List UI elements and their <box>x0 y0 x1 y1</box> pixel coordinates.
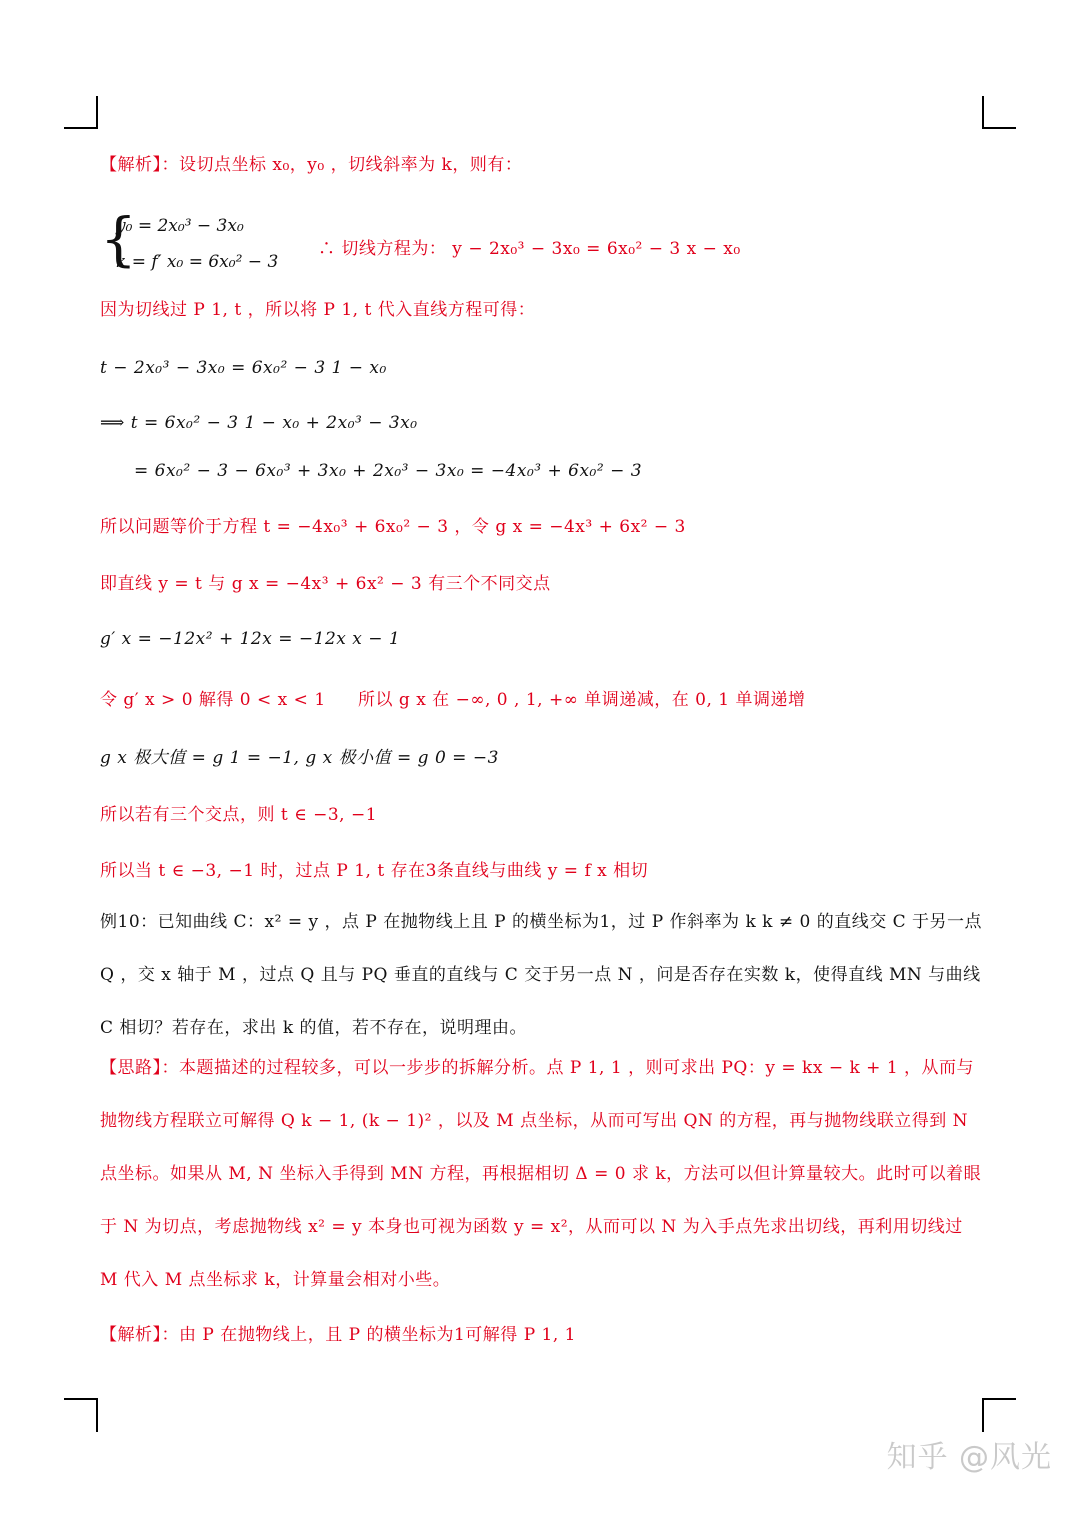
t-simplified: = 6x₀² − 3 − 6x₀³ + 3x₀ + 2x₀³ − 3x₀ = −4x₀³ + 6x₀² − 3 <box>134 461 643 481</box>
tangent-through-point: 因为切线过 P 1, t ，所以将 P 1, t 代入直线方程可得： <box>100 300 536 320</box>
derivative-sign: 令 g′ x > 0 解得 0 < x < 1 <box>100 690 326 710</box>
crop-mark-top-left-h <box>64 127 98 129</box>
crop-mark-top-left-v <box>96 96 98 129</box>
crop-mark-bottom-left-h <box>64 1398 98 1400</box>
system-eq-2: k = f′ x₀ = 6x₀² − 3 <box>116 252 279 272</box>
system-eq-1: y₀ = 2x₀³ − 3x₀ <box>116 216 244 236</box>
equivalent-problem: 所以问题等价于方程 t = −4x₀³ + 6x₀² − 3 ，令 g x = −4x³ + 6x² − 3 <box>100 517 686 537</box>
crop-mark-bottom-right-v <box>982 1398 984 1432</box>
t-expression: ⟹ t = 6x₀² − 3 1 − x₀ + 2x₀³ − 3x₀ <box>100 413 418 433</box>
example-10: 例10：已知曲线 C：x² = y ，点 P 在抛物线上且 P 的横坐标为1，过 P 作斜率为 k k ≠ 0 的直线交 C 于另一点 Q ，交 x 轴于 M ，过点 Q 且与 PQ 垂直的直线与 C 交于另一点 N ，问是否存在实数 k，使得直线 MN 与曲线 C 相切？若存在，求出 k 的值，若不存在，说明理由。 <box>100 912 983 1038</box>
crop-mark-top-right-v <box>982 96 984 129</box>
crop-mark-bottom-right-h <box>982 1398 1016 1400</box>
three-intersections: 即直线 y = t 与 g x = −4x³ + 6x² − 3 有三个不同交点 <box>100 574 551 594</box>
extreme-values: g x 极大值 = g 1 = −1, g x 极小值 = g 0 = −3 <box>100 748 499 768</box>
tangent-equation: ∴ 切线方程为： y − 2x₀³ − 3x₀ = 6x₀² − 3 x − x₀ <box>318 239 741 259</box>
analysis-final: 【解析】：由 P 在抛物线上，且 P 的横坐标为1可解得 P 1, 1 <box>100 1325 576 1345</box>
substitution-equation: t − 2x₀³ − 3x₀ = 6x₀² − 3 1 − x₀ <box>100 358 387 378</box>
conclusion: 所以当 t ∈ −3, −1 时，过点 P 1, t 存在3条直线与曲线 y = f x 相切 <box>100 861 649 881</box>
derivative: g′ x = −12x² + 12x = −12x x − 1 <box>100 629 401 649</box>
monotonicity: 所以 g x 在 −∞, 0 , 1, +∞ 单调递减，在 0, 1 单调递增 <box>358 690 806 710</box>
crop-mark-bottom-left-v <box>96 1398 98 1432</box>
analysis-intro: 【解析】：设切点坐标 x₀，y₀ ，切线斜率为 k，则有： <box>100 155 523 175</box>
crop-mark-top-right-h <box>982 127 1016 129</box>
system-brace: { <box>100 205 137 273</box>
zhihu-watermark: 知乎 @风光 <box>886 1440 1052 1475</box>
t-range: 所以若有三个交点，则 t ∈ −3, −1 <box>100 805 378 825</box>
thought-section: 【思路】：本题描述的过程较多，可以一步步的拆解分析。点 P 1, 1 ，则可求出 PQ：y = kx − k + 1 ，从而与抛物线方程联立可解得 Q k − 1, (k − 1)² ，以及 M 点坐标，从而可写出 QN 的方程，再与抛物线联立得到 N 点坐标。如果从 M, N 坐标入手得到 MN 方程，再根据相切 Δ = 0 求 k，方法可以但计算量较大。此时可以着眼于 N 为切点，考虑抛物线 x² = y 本身也可视为函数 y = x²，从而可以 N 为入手点先求出切线，再利用切线过 M 代入 M 点坐标求 k，计算量会相对小些。 <box>100 1058 982 1290</box>
